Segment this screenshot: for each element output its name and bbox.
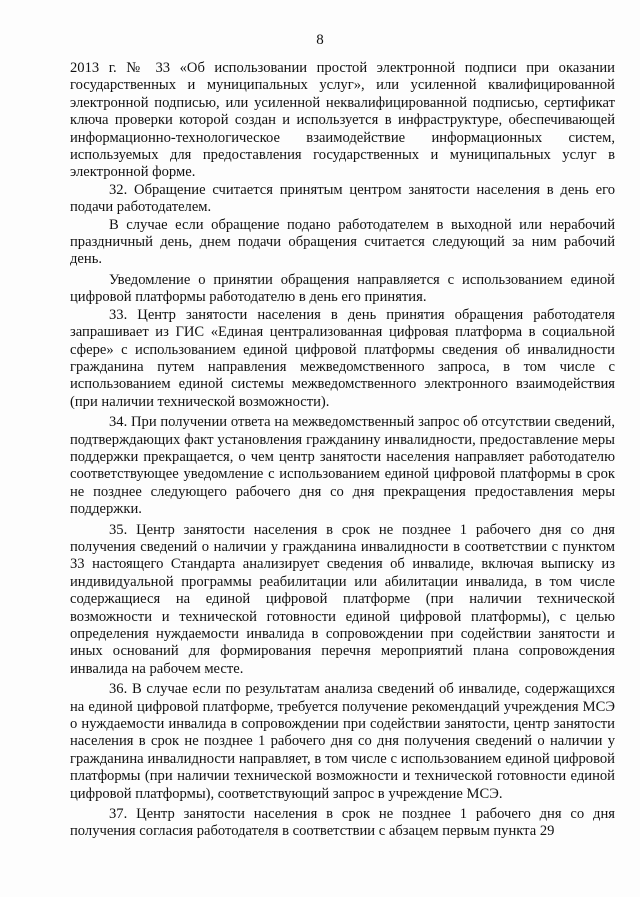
paragraph-32-notification: Уведомление о принятии обращения направляется с использованием единой цифровой платформы работодателю в день его принятия. (70, 271, 615, 306)
document-body (70, 60, 615, 841)
paragraph-32-holiday: В случае если обращение подано работодателем в выходной или нерабочий праздничный день, днем подачи обращения считается следующий за ним рабочий день. (70, 216, 615, 268)
paragraph-35: 35. Центр занятости населения в срок не позднее 1 рабочего дня со дня получения сведений о наличии у гражданина инвалидности в соответствии с пунктом 33 настоящего Стандарта анализирует сведения об инвалиде, включая выписку из индивидуальной программы реабилитации или абилитации инвалида, в том числе содержащиеся на единой цифровой платформе (при наличии технической возможности и технической готовности единой цифровой платформы), с целью определения нуждаемости инвалида в сопровождении при содействии занятости и иных оснований для формирования перечня мероприятий плана сопровождения инвалида на рабочем месте. (70, 521, 615, 677)
page-number: 8 (316, 32, 324, 48)
paragraph-31-continuation: 2013 г. № 33 «Об использовании простой электронной подписи при оказании государственных и муниципальных услуг», или усиленной квалифицированной электронной подписью, или усиленной неквалифицированной подписью, сертификат ключа проверки которой создан и используется в инфраструктуре, обеспечивающей информационно-технологическое взаимодействие информационных систем, используемых для предоставления государственных и муниципальных услуг в электронной форме. (70, 60, 615, 181)
paragraph-34: 34. При получении ответа на межведомственный запрос об отсутствии сведений, подтверждающих факт установления гражданину инвалидности, предоставление меры поддержки прекращается, о чем центр занятости населения направляет работодателю соответствующее уведомление с использованием единой цифровой платформы в срок не позднее следующего рабочего дня со дня прекращения предоставления меры поддержки. (70, 414, 615, 518)
paragraph-36: 36. В случае если по результатам анализа сведений об инвалиде, содержащихся на единой цифровой платформе, требуется получение рекомендаций учреждения МСЭ о нуждаемости инвалида в сопровождении при содействии занятости, центр занятости населения в срок не позднее 1 рабочего дня со дня получения сведений о наличии у гражданина инвалидности направляет, в том числе с использованием единой цифровой платформы (при наличии технической возможности и технической готовности единой цифровой платформы), соответствующий запрос в учреждение МСЭ. (70, 681, 615, 802)
paragraph-33: 33. Центр занятости населения в день принятия обращения работодателя запрашивает из ГИС «Единая централизованная цифровая платформа в социальной сфере» с использованием единой цифровой платформы сведения об инвалидности гражданина путем направления межведомственного запроса, в том числе с использованием единой системы межведомственного электронного взаимодействия (при наличии технической возможности). (70, 306, 615, 410)
paragraph-37: 37. Центр занятости населения в срок не позднее 1 рабочего дня со дня получения согласия работодателя в соответствии с абзацем первым пункта 29 (70, 806, 615, 840)
paragraph-32: 32. Обращение считается принятым центром занятости населения в день его подачи работодателем. (70, 181, 615, 216)
